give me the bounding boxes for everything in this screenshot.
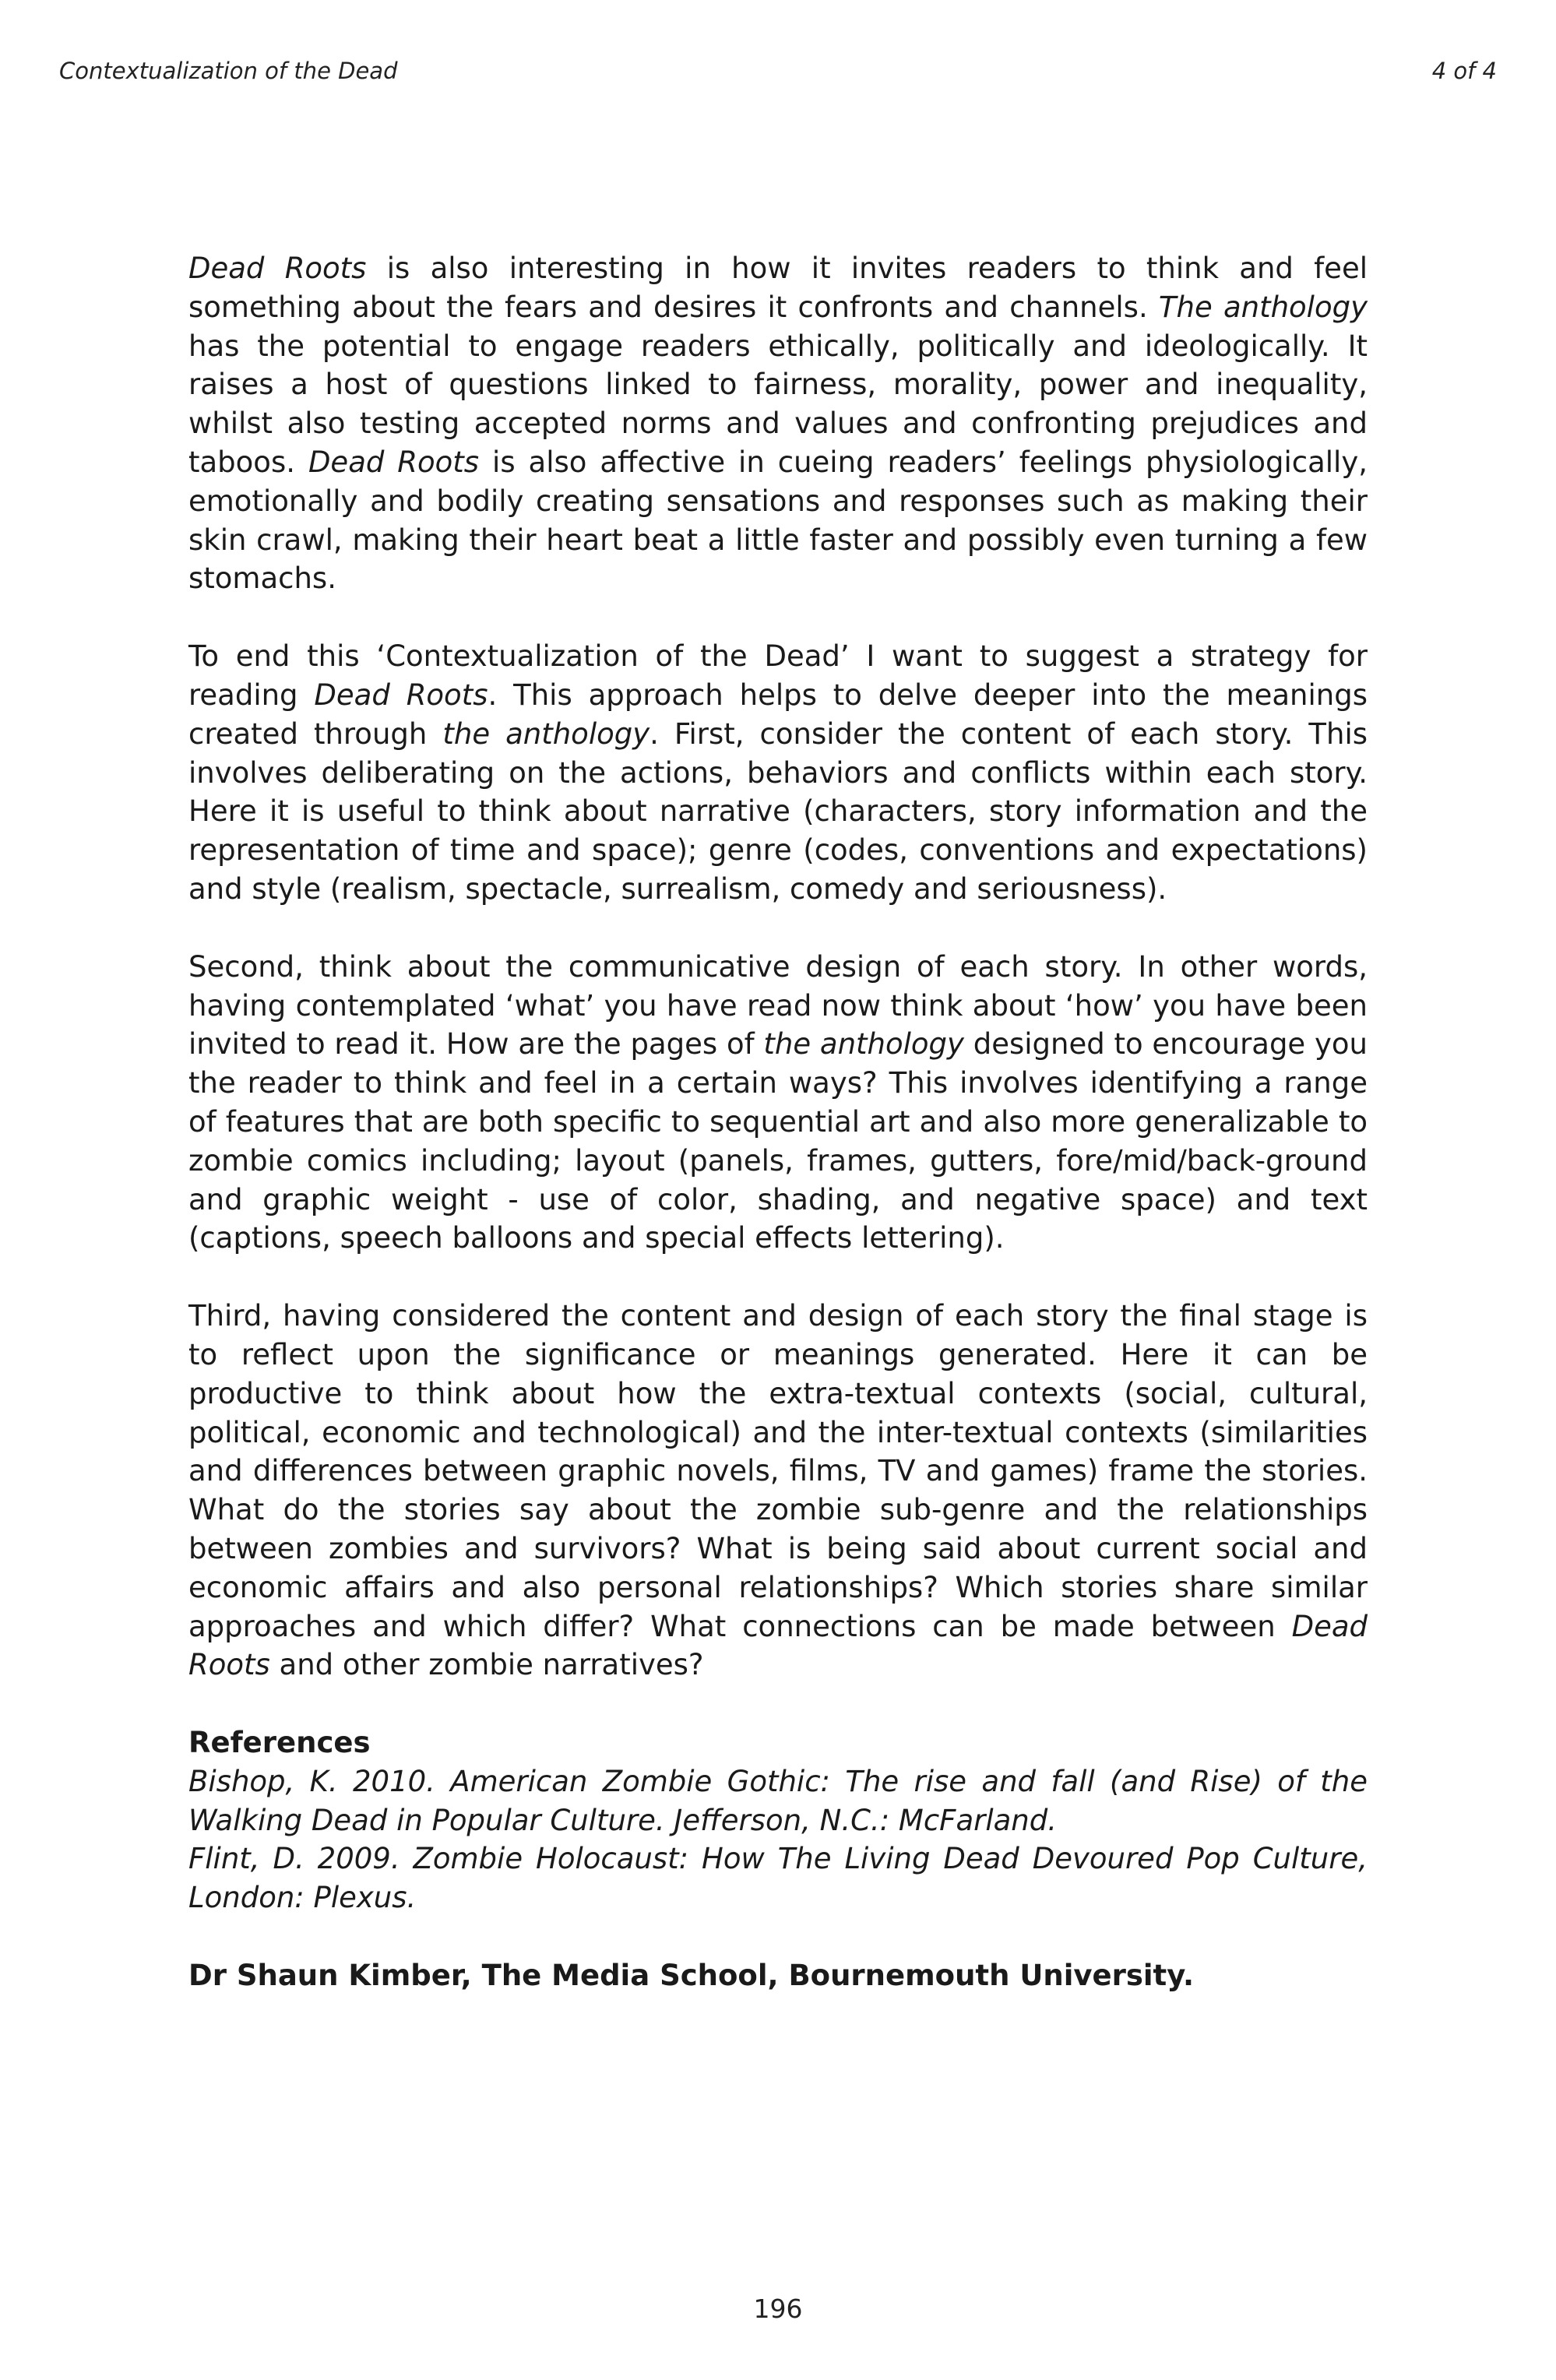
reference-item: Bishop, K. 2010. American Zombie Gothic: The rise and fall (and Rise) of the Walking Dead in Popular Culture. Jefferson, N.C.: McFarland. [188, 1764, 1368, 1837]
paragraph-2 [188, 637, 1368, 909]
paragraph-text: is also affective in cueing readers’ feelings physiologically, emotionally and bodily creating sensations and responses such as making their skin crawl, making their heart beat a little faster and possibly even turning a few stomachs. [188, 445, 1368, 596]
title-reference: the anthology [442, 716, 650, 751]
header-page-indicator: 4 of 4 [1431, 58, 1497, 84]
title-reference: the anthology [763, 1027, 964, 1061]
paragraph-1 [188, 249, 1368, 598]
paragraph-text: . First, consider the content of each story. This involves deliberating on the actions, behaviors and conflicts within each story. Here it is useful to think about narrative (characters, story information and the representation of time and space); genre (codes, conventions and expectations) and style (realism, spectacle, surrealism, comedy and seriousness). [188, 716, 1368, 906]
references-heading: References [188, 1726, 371, 1760]
paragraph-4 [188, 1297, 1368, 1685]
reference-item: Flint, D. 2009. Zombie Holocaust: How The Living Dead Devoured Pop Culture, London: Plexus. [188, 1842, 1368, 1915]
paragraph-text: has the potential to engage readers ethically, politically and ideologically. It raises a host of questions linked to fairness, morality, power and inequality, whilst also testing accepted norms and values and confronting prejudices and taboos. [188, 329, 1368, 479]
paragraph-text: and other zombie narratives? [269, 1648, 704, 1682]
paragraph-text: designed to encourage you the reader to think and feel in a certain ways? This involves identifying a range of features that are both specific to sequential art and also more generalizable to zombie comics including; layout (panels, frames, gutters, fore/mid/back-ground and graphic weight - use of color, shading, and negative space) and text (captions, speech balloons and special effects lettering). [188, 1027, 1368, 1255]
title-reference: Dead Roots [314, 678, 488, 712]
paragraph-3 [188, 948, 1368, 1258]
paragraph-text: . This approach helps to delve deeper into the meanings created through [188, 678, 1368, 751]
running-header [59, 58, 1497, 89]
paragraph-text: is also interesting in how it invites readers to think and feel something about the fears and desires it confronts and channels. [188, 252, 1368, 324]
references-section [188, 1723, 1368, 1917]
title-reference: Dead Roots [188, 1609, 1368, 1682]
paragraph-text: Third, having considered the content and design of each story the final stage is to reflect upon the significance or meanings generated. Here it can be productive to think about how the extra-textual contexts (social, cultural, political, economic and technological) and the inter-textual contexts (similarities and differences between graphic novels, films, TV and games) frame the stories. What do the stories say about the zombie sub-genre and the relationships between zombies and survivors? What is being said about current social and economic affairs and also personal relationships? Which stories share similar approaches and which differ? What connections can be made between [188, 1299, 1368, 1643]
article-body [188, 249, 1368, 1995]
author-credit: Dr Shaun Kimber, The Media School, Bournemouth University. [188, 1959, 1195, 1993]
page-number: 196 [753, 2294, 803, 2324]
paragraph-text: To end this ‘Contextualization of the Dead’ I want to suggest a strategy for reading [188, 639, 1368, 712]
title-reference: Dead Roots [188, 252, 367, 285]
title-reference: The anthology [1158, 290, 1368, 324]
header-title: Contextualization of the Dead [59, 58, 398, 84]
title-reference: Dead Roots [308, 445, 480, 479]
paragraph-text: Second, think about the communicative design of each story. In other words, having contemplated ‘what’ you have read now think about ‘how’ you have been invited to read it. How are the pages of [188, 949, 1368, 1061]
